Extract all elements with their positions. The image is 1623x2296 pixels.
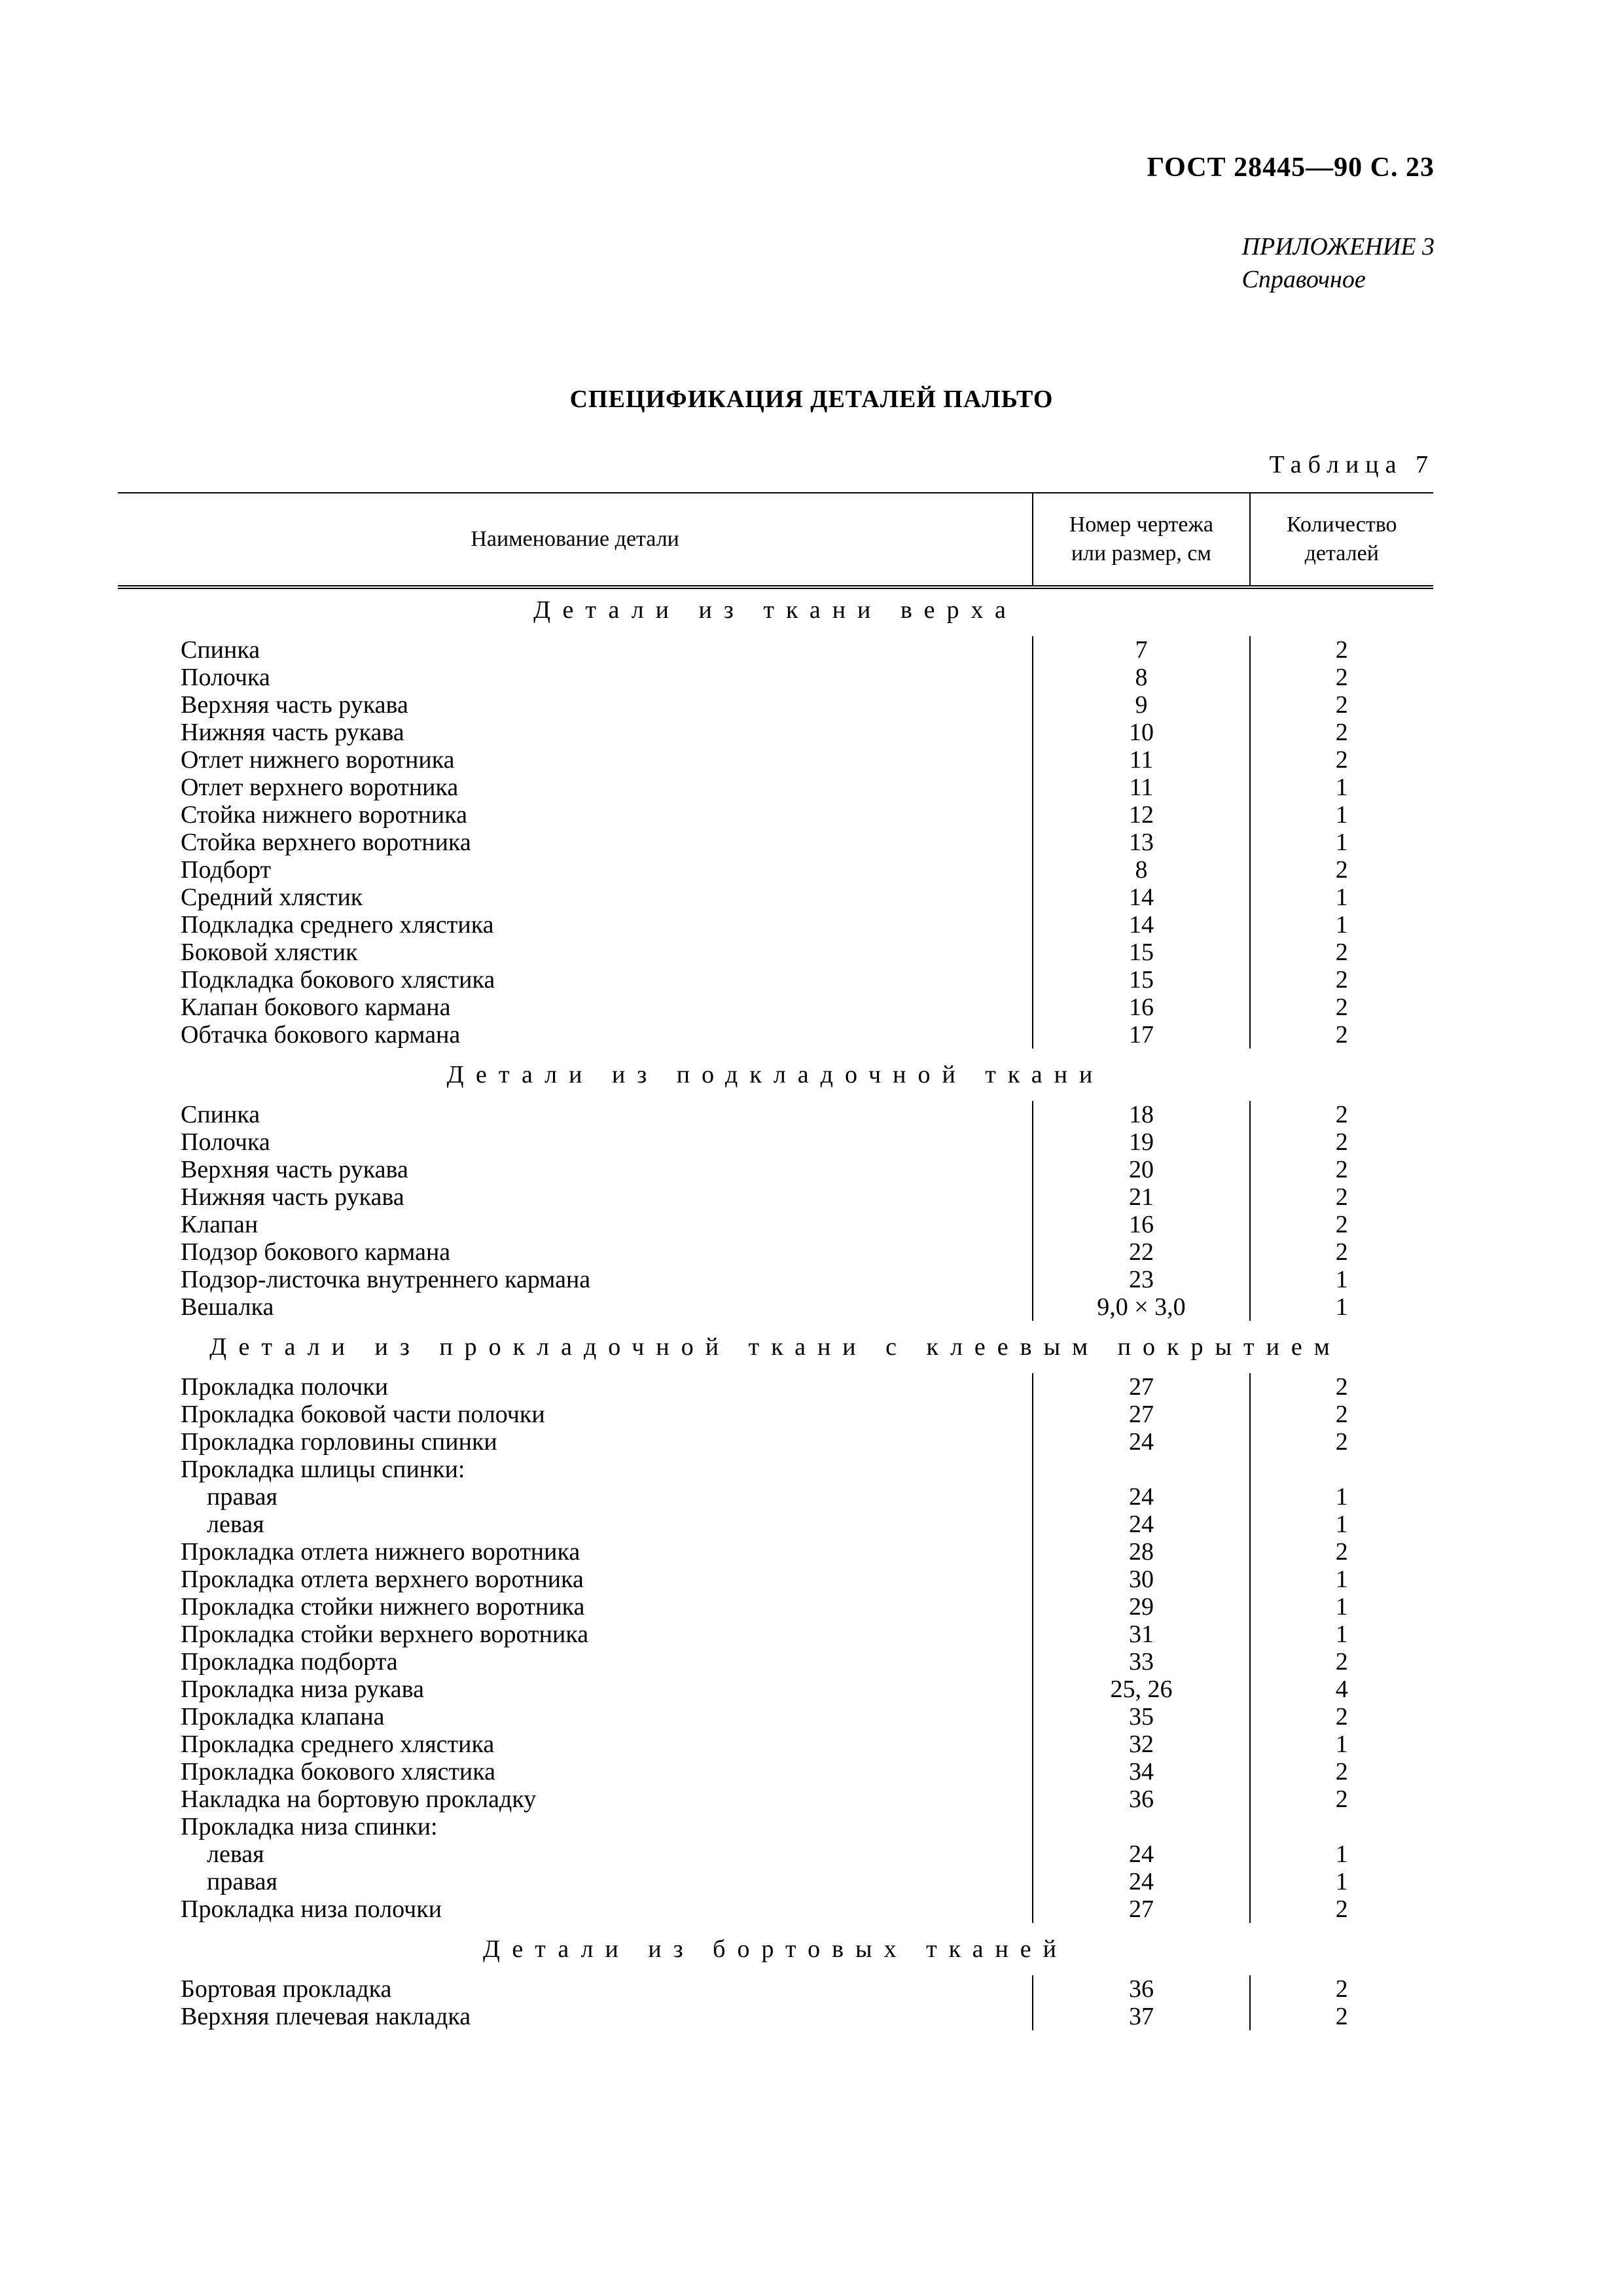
part-count: 1 bbox=[1335, 1840, 1348, 1868]
drawing-number: 24 bbox=[1128, 1511, 1154, 1538]
part-name: Прокладка подборта bbox=[181, 1648, 398, 1676]
appendix-title: ПРИЛОЖЕНИЕ 3 bbox=[1241, 233, 1435, 260]
part-name: Прокладка низа рукава bbox=[181, 1676, 424, 1703]
part-count: 2 bbox=[1335, 1538, 1348, 1566]
drawing-number: 8 bbox=[1135, 856, 1148, 884]
drawing-number: 36 bbox=[1128, 1975, 1154, 2003]
part-count: 4 bbox=[1335, 1676, 1348, 1703]
part-name: левая bbox=[207, 1511, 264, 1538]
section-block bbox=[118, 1096, 1433, 1326]
header-drawing bbox=[1032, 493, 1249, 585]
drawing-number: 35 bbox=[1128, 1703, 1154, 1731]
part-count: 1 bbox=[1335, 774, 1348, 801]
part-count: 2 bbox=[1335, 1895, 1348, 1923]
part-count: 2 bbox=[1335, 636, 1348, 664]
part-name: Полочка bbox=[181, 1128, 270, 1156]
part-count: 2 bbox=[1335, 1021, 1348, 1049]
drawing-number: 16 bbox=[1128, 994, 1154, 1021]
drawing-number: 8 bbox=[1135, 664, 1148, 691]
header-drawing-line1: Номер чертежа bbox=[1069, 512, 1214, 537]
part-count: 2 bbox=[1335, 1975, 1348, 2003]
section-title: Детали из ткани верха bbox=[533, 596, 1018, 624]
section-block bbox=[118, 1970, 1433, 2036]
drawing-number: 22 bbox=[1128, 1238, 1154, 1266]
spec-table bbox=[118, 492, 1433, 2036]
part-count: 1 bbox=[1335, 1483, 1348, 1511]
count-column bbox=[1249, 1373, 1433, 1923]
section-title: Детали из подкладочной ткани bbox=[446, 1061, 1105, 1088]
part-name: Клапан bbox=[181, 1211, 259, 1238]
part-count: 2 bbox=[1335, 1238, 1348, 1266]
part-count: 1 bbox=[1335, 829, 1348, 856]
drawing-number: 36 bbox=[1128, 1785, 1154, 1813]
drawing-number: 11 bbox=[1129, 774, 1154, 801]
header-drawing-line2: или размер, см bbox=[1071, 541, 1211, 565]
part-name: Обтачка бокового кармана bbox=[181, 1021, 461, 1049]
part-name: Бортовая прокладка bbox=[181, 1975, 392, 2003]
part-count: 2 bbox=[1335, 1401, 1348, 1428]
part-name: Прокладка горловины спинки bbox=[181, 1428, 497, 1456]
header-count-line1: Количество bbox=[1287, 512, 1397, 537]
part-count bbox=[1251, 1456, 1433, 1483]
part-count: 1 bbox=[1335, 1593, 1348, 1621]
part-name: Нижняя часть рукава bbox=[181, 1183, 404, 1211]
drawing-number: 15 bbox=[1128, 966, 1154, 994]
part-count: 2 bbox=[1335, 1101, 1348, 1128]
drawing-number: 18 bbox=[1128, 1101, 1154, 1128]
part-name: Прокладка среднего хлястика bbox=[181, 1731, 495, 1758]
part-name: Накладка на бортовую прокладку bbox=[181, 1785, 537, 1813]
drawing-number: 23 bbox=[1128, 1266, 1154, 1293]
part-name: Верхняя часть рукава bbox=[181, 691, 408, 719]
section-block bbox=[118, 631, 1433, 1054]
section-block bbox=[118, 1368, 1433, 1928]
part-name: Прокладка стойки нижнего воротника bbox=[181, 1593, 585, 1621]
part-count: 1 bbox=[1335, 911, 1348, 939]
name-column bbox=[118, 1975, 1032, 2030]
part-count: 2 bbox=[1335, 1648, 1348, 1676]
drawing-number bbox=[1033, 1813, 1249, 1840]
part-name: Прокладка бокового хлястика bbox=[181, 1758, 496, 1785]
part-count: 2 bbox=[1335, 1211, 1348, 1238]
drawing-number: 20 bbox=[1128, 1156, 1154, 1183]
part-name: Подзор бокового кармана bbox=[181, 1238, 451, 1266]
drawing-number: 29 bbox=[1128, 1593, 1154, 1621]
part-name: Вешалка bbox=[181, 1293, 274, 1321]
drawing-column bbox=[1032, 1373, 1249, 1923]
part-count: 2 bbox=[1335, 664, 1348, 691]
drawing-number: 34 bbox=[1128, 1758, 1154, 1785]
drawing-number: 30 bbox=[1128, 1566, 1154, 1593]
part-name: Отлет нижнего воротника bbox=[181, 746, 455, 774]
part-count: 2 bbox=[1335, 994, 1348, 1021]
section-title: Детали из прокладочной ткани с клеевым покрытием bbox=[209, 1333, 1342, 1361]
drawing-number: 11 bbox=[1129, 746, 1154, 774]
drawing-number: 15 bbox=[1128, 939, 1154, 966]
drawing-number: 17 bbox=[1128, 1021, 1154, 1049]
drawing-number: 27 bbox=[1128, 1895, 1154, 1923]
drawing-column bbox=[1032, 1975, 1249, 2030]
drawing-number bbox=[1033, 1456, 1249, 1483]
part-name: Полочка bbox=[181, 664, 270, 691]
part-name: Прокладка отлета нижнего воротника bbox=[181, 1538, 580, 1566]
drawing-number: 24 bbox=[1128, 1868, 1154, 1895]
part-count: 2 bbox=[1335, 856, 1348, 884]
appendix-type: Справочное bbox=[1241, 266, 1366, 293]
part-count: 2 bbox=[1335, 1128, 1348, 1156]
page-title: СПЕЦИФИКАЦИЯ ДЕТАЛЕЙ ПАЛЬТО bbox=[569, 386, 1054, 413]
part-name: Верхняя плечевая накладка bbox=[181, 2003, 471, 2030]
part-count: 1 bbox=[1335, 1266, 1348, 1293]
count-column bbox=[1249, 1975, 1433, 2030]
table-body bbox=[118, 589, 1433, 2036]
part-count bbox=[1251, 1813, 1433, 1840]
drawing-number: 25, 26 bbox=[1110, 1676, 1173, 1703]
part-name: Средний хлястик bbox=[181, 884, 363, 911]
count-column bbox=[1249, 636, 1433, 1049]
part-count: 2 bbox=[1335, 691, 1348, 719]
drawing-number: 12 bbox=[1128, 801, 1154, 829]
part-name: Спинка bbox=[181, 1101, 260, 1128]
part-name: Спинка bbox=[181, 636, 260, 664]
part-name: Подкладка бокового хлястика bbox=[181, 966, 495, 994]
table-header bbox=[118, 492, 1433, 589]
drawing-number: 27 bbox=[1128, 1373, 1154, 1401]
part-count: 2 bbox=[1335, 966, 1348, 994]
part-name: Прокладка отлета верхнего воротника bbox=[181, 1566, 584, 1593]
drawing-number: 33 bbox=[1128, 1648, 1154, 1676]
part-name: Подзор-листочка внутреннего кармана bbox=[181, 1266, 591, 1293]
drawing-number: 13 bbox=[1128, 829, 1154, 856]
part-name: правая bbox=[207, 1868, 277, 1895]
part-count: 2 bbox=[1335, 1703, 1348, 1731]
part-name: Прокладка низа спинки: bbox=[181, 1813, 438, 1840]
part-name: Клапан бокового кармана bbox=[181, 994, 451, 1021]
drawing-number: 37 bbox=[1128, 2003, 1154, 2030]
part-count: 2 bbox=[1335, 719, 1348, 746]
part-count: 1 bbox=[1335, 801, 1348, 829]
section-title: Детали из бортовых тканей bbox=[483, 1935, 1068, 1963]
part-name: Верхняя часть рукава bbox=[181, 1156, 408, 1183]
part-count: 1 bbox=[1335, 1511, 1348, 1538]
drawing-number: 9,0 × 3,0 bbox=[1097, 1293, 1186, 1321]
header-count bbox=[1249, 493, 1433, 585]
part-count: 2 bbox=[1335, 1156, 1348, 1183]
drawing-number: 21 bbox=[1128, 1183, 1154, 1211]
part-count: 1 bbox=[1335, 884, 1348, 911]
drawing-number: 16 bbox=[1128, 1211, 1154, 1238]
part-name: Прокладка боковой части полочки bbox=[181, 1401, 545, 1428]
part-name: Прокладка стойки верхнего воротника bbox=[181, 1621, 589, 1648]
part-count: 2 bbox=[1335, 1428, 1348, 1456]
appendix-label bbox=[1242, 230, 1435, 296]
part-name: левая bbox=[207, 1840, 264, 1868]
header-count-line2: деталей bbox=[1304, 541, 1379, 565]
document-code: ГОСТ 28445—90 С. 23 bbox=[1147, 152, 1435, 183]
part-name: Прокладка низа полочки bbox=[181, 1895, 442, 1923]
drawing-number: 9 bbox=[1135, 691, 1148, 719]
drawing-number: 14 bbox=[1128, 884, 1154, 911]
count-column bbox=[1249, 1101, 1433, 1321]
part-name: Подборт bbox=[181, 856, 272, 884]
part-name: Отлет верхнего воротника bbox=[181, 774, 459, 801]
part-name: Прокладка клапана bbox=[181, 1703, 385, 1731]
drawing-number: 27 bbox=[1128, 1401, 1154, 1428]
part-count: 1 bbox=[1335, 1868, 1348, 1895]
part-count: 2 bbox=[1335, 1373, 1348, 1401]
part-name: Прокладка шлицы спинки: bbox=[181, 1456, 465, 1483]
part-count: 2 bbox=[1335, 2003, 1348, 2030]
name-column bbox=[118, 1373, 1032, 1923]
part-name: Боковой хлястик bbox=[181, 939, 358, 966]
name-column bbox=[118, 636, 1032, 1049]
drawing-number: 31 bbox=[1128, 1621, 1154, 1648]
part-name: Прокладка полочки bbox=[181, 1373, 389, 1401]
part-count: 1 bbox=[1335, 1566, 1348, 1593]
drawing-number: 7 bbox=[1135, 636, 1148, 664]
name-column bbox=[118, 1101, 1032, 1321]
table-label: Таблица 7 bbox=[1269, 451, 1435, 478]
drawing-number: 28 bbox=[1128, 1538, 1154, 1566]
part-count: 2 bbox=[1335, 1785, 1348, 1813]
drawing-number: 10 bbox=[1128, 719, 1154, 746]
drawing-number: 14 bbox=[1128, 911, 1154, 939]
part-count: 2 bbox=[1335, 939, 1348, 966]
drawing-number: 19 bbox=[1128, 1128, 1154, 1156]
part-name: Стойка нижнего воротника bbox=[181, 801, 468, 829]
part-count: 2 bbox=[1335, 1758, 1348, 1785]
drawing-number: 24 bbox=[1128, 1428, 1154, 1456]
drawing-number: 24 bbox=[1128, 1483, 1154, 1511]
drawing-column bbox=[1032, 636, 1249, 1049]
drawing-column bbox=[1032, 1101, 1249, 1321]
part-count: 1 bbox=[1335, 1621, 1348, 1648]
part-count: 2 bbox=[1335, 1183, 1348, 1211]
drawing-number: 32 bbox=[1128, 1731, 1154, 1758]
part-count: 2 bbox=[1335, 746, 1348, 774]
drawing-number: 24 bbox=[1128, 1840, 1154, 1868]
part-name: Подкладка среднего хлястика bbox=[181, 911, 494, 939]
part-count: 1 bbox=[1335, 1293, 1348, 1321]
header-name: Наименование детали bbox=[471, 527, 679, 551]
part-count: 1 bbox=[1335, 1731, 1348, 1758]
part-name: правая bbox=[207, 1483, 277, 1511]
part-name: Нижняя часть рукава bbox=[181, 719, 404, 746]
part-name: Стойка верхнего воротника bbox=[181, 829, 471, 856]
